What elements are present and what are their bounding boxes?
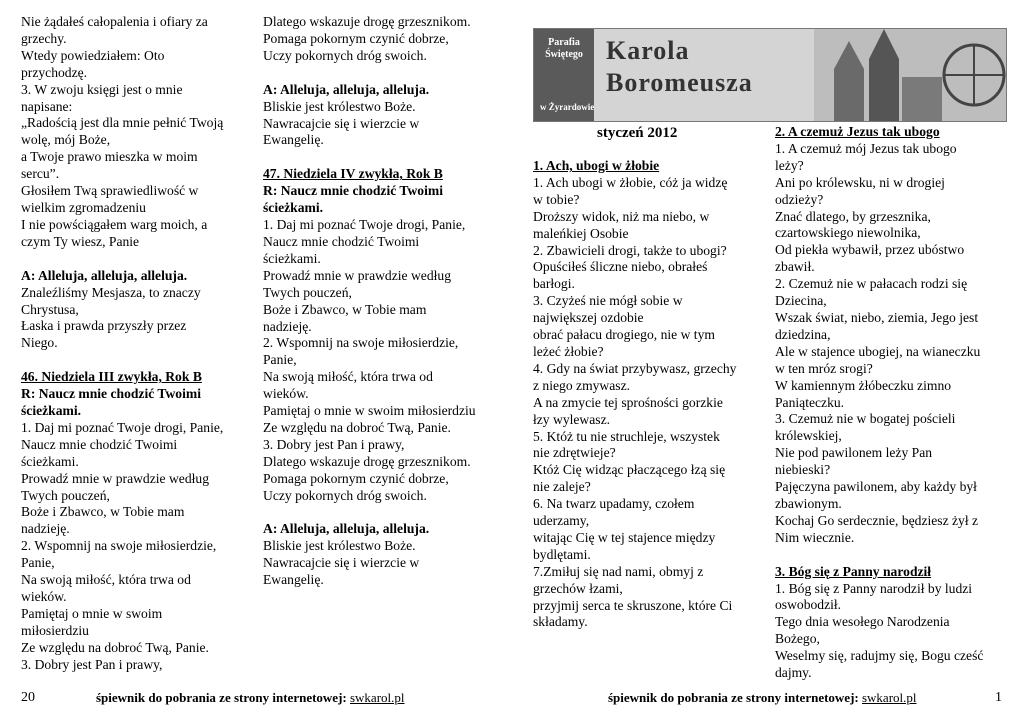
- text-line: nie zaleje?: [533, 479, 591, 495]
- text-line: Ale w stajence ubogiej, na wianeczku: [775, 343, 981, 359]
- text-line: 5. Któż tu nie struchleje, wszystek: [533, 428, 720, 444]
- text-line: zbawił.: [775, 259, 815, 275]
- text-line: Na swoją miłość, która trwa od: [21, 572, 191, 588]
- text-line: Łaska i prawda przyszły przez: [21, 318, 187, 334]
- banner-boromeusza-text: Boromeusza: [606, 68, 753, 97]
- banner-karola-text: Karola: [606, 36, 690, 65]
- text-line: uderzamy,: [533, 513, 590, 529]
- text-line: Nie żądałeś całopalenia i ofiary za: [21, 14, 208, 29]
- text-line: 2. Wspomnij na swoje miłosierdzie,: [263, 335, 459, 351]
- text-line: 7.Zmiłuj się nad nami, obmyj z: [533, 563, 704, 579]
- text-line: Wszak świat, niebo, ziemia, Jego jest: [775, 309, 979, 325]
- text-line: bydlętami.: [533, 546, 591, 562]
- left-page-column-2: [263, 14, 495, 589]
- refrain-line: A: Alleluja, alleluja, alleluja.: [263, 521, 430, 537]
- text-line: Naucz mnie chodzić Twoimi: [263, 233, 420, 249]
- section-heading: 47. Niedziela IV zwykła, Rok B: [263, 166, 443, 182]
- text-line: niebieski?: [775, 462, 831, 478]
- text-line: 2. Zbawicieli drogi, także to ubogi?: [533, 242, 727, 258]
- banner-parafia-text: Parafia Świętego: [545, 37, 583, 60]
- text-line: nie zdrętwieje?: [533, 445, 616, 461]
- text-line: Pamiętaj o mnie w swoim miłosierdziu: [263, 403, 476, 419]
- refrain-line: ścieżkami.: [263, 200, 324, 216]
- text-line: Twych pouczeń,: [21, 487, 110, 503]
- left-page-column-1: [21, 14, 243, 674]
- text-line: 1. Daj mi poznać Twoje drogi, Panie,: [263, 217, 466, 233]
- text-line: sercu”.: [21, 166, 60, 182]
- text-line: Tego dnia wesołego Narodzenia: [775, 614, 950, 630]
- text-line: zbawionym.: [775, 495, 842, 511]
- text-line: Opuściłeś śliczne niebo, obrałeś: [533, 259, 708, 275]
- text-line: Kochaj Go serdecznie, będziesz żył z: [775, 512, 979, 528]
- text-line: Pajęczyna pawilonem, aby każdy był: [775, 479, 977, 495]
- text-line: 3. Czemuż nie w bogatej pościeli: [775, 411, 956, 427]
- text-line: Od piekła wybawił, przez ubóstwo: [775, 242, 965, 258]
- footer-right: [608, 690, 917, 707]
- text-line: przyjmij serca te skruszone, które Ci: [533, 597, 733, 613]
- text-line: miłosierdziu: [21, 622, 89, 638]
- text-line: ścieżkami.: [263, 250, 321, 266]
- blank-line: [263, 149, 495, 166]
- text-line: Bożego,: [775, 631, 820, 647]
- text-line: królewskiej,: [775, 428, 842, 444]
- text-line: wieków.: [21, 589, 67, 604]
- text-line: Nawracajcie się i wierzcie w: [263, 555, 420, 571]
- text-line: Panie,: [263, 352, 297, 368]
- text-line: 1. Bóg się z Panny narodził by ludzi: [775, 580, 973, 596]
- refrain-line: A: Alleluja, alleluja, alleluja.: [263, 81, 430, 97]
- text-line: 2. Wspomnij na swoje miłosierdzie,: [21, 538, 217, 554]
- footer-left-link[interactable]: swkarol.pl: [349, 690, 405, 705]
- section-heading: 1. Ach, ubogi w żłobie: [533, 158, 660, 173]
- text-line: wieków.: [263, 386, 309, 402]
- text-line: ścieżkami.: [21, 453, 79, 469]
- text-line: Bliskie jest królestwo Boże.: [263, 538, 416, 554]
- text-line: a Twoje prawo mieszka w moim: [21, 149, 198, 165]
- text-line: Wtedy powiedziałem: Oto: [21, 47, 165, 63]
- text-line: Pomaga pokornym czynić dobrze,: [263, 470, 449, 486]
- right-page-column-1: [533, 158, 763, 631]
- text-line: leży?: [775, 157, 804, 173]
- text-line: Któż Cię widząc płaczącego łzą się: [533, 462, 726, 478]
- text-line: 1. A czemuż mój Jezus tak ubogo: [775, 140, 957, 156]
- refrain-line: R: Naucz mnie chodzić Twoimi: [263, 183, 443, 199]
- page-number-left: 20: [21, 690, 35, 705]
- text-line: składamy.: [533, 614, 588, 630]
- footer-right-link[interactable]: swkarol.pl: [861, 690, 917, 705]
- page-number-right: 1: [995, 690, 1002, 705]
- text-line: w tobie?: [533, 191, 580, 207]
- text-line: 3. Dobry jest Pan i prawy,: [263, 436, 405, 452]
- text-line: Na swoją miłość, która trwa od: [263, 369, 433, 385]
- blank-line: [263, 65, 495, 82]
- text-line: dziedzina,: [775, 326, 831, 342]
- text-line: Głosiłem Twą sprawiedliwość w: [21, 183, 199, 199]
- text-line: czartowskiego niewolnika,: [775, 225, 921, 241]
- text-line: 1. Ach ubogi w żłobie, cóż ja widzę: [533, 174, 728, 190]
- text-line: odzieży?: [775, 191, 824, 207]
- section-heading: 3. Bóg się z Panny narodził: [775, 563, 932, 579]
- text-line: Naucz mnie chodzić Twoimi: [21, 436, 178, 452]
- text-line: nadzieję.: [263, 318, 312, 334]
- text-line: Dlatego wskazuje drogę grzesznikom.: [263, 14, 471, 29]
- text-line: Ani po królewsku, ni w drogiej: [775, 174, 945, 190]
- text-line: Prowadź mnie w prawdzie według: [263, 267, 451, 283]
- text-line: napisane:: [21, 98, 73, 114]
- text-line: z niego zmywasz.: [533, 377, 631, 393]
- text-line: Uczy pokornych dróg swoich.: [263, 47, 427, 63]
- text-line: Chrystusa,: [21, 301, 79, 317]
- text-line: „Radością jest dla mnie pełnić Twoją: [21, 115, 224, 131]
- text-line: Panie,: [21, 555, 55, 571]
- text-line: Paniąteczku.: [775, 394, 845, 410]
- text-line: maleńkiej Osobie: [533, 225, 629, 241]
- text-line: leżeć żłobie?: [533, 343, 604, 359]
- text-line: Ze względu na dobroć Twą, Panie.: [263, 419, 451, 435]
- text-line: Pamiętaj o mnie w swoim: [21, 605, 163, 621]
- text-line: czym Ty wiesz, Panie: [21, 233, 140, 249]
- text-line: wielkim zgromadzeniu: [21, 199, 146, 215]
- text-line: Droższy widok, niż ma niebo, w: [533, 208, 710, 224]
- text-line: Nie pod pawilonem leży Pan: [775, 445, 933, 461]
- text-line: Boże i Zbawco, w Tobie mam: [263, 301, 427, 317]
- blank-line: [263, 504, 495, 521]
- text-line: wolę, mój Boże,: [21, 132, 111, 148]
- text-line: dajmy.: [775, 665, 812, 681]
- right-page-column-2: [775, 124, 1000, 682]
- blank-line: [21, 352, 243, 369]
- text-line: Ewangelię.: [263, 132, 324, 148]
- footer-right-text: śpiewnik do pobrania ze strony internetowej:: [608, 690, 859, 705]
- text-line: I nie powściągałem warg moich, a: [21, 216, 208, 232]
- text-line: Nim wiecznie.: [775, 529, 855, 545]
- text-line: W kamiennym żłóbeczku zimno: [775, 377, 952, 393]
- text-line: oswobodził.: [775, 597, 842, 613]
- text-line: łzy wylewasz.: [533, 411, 611, 427]
- blank-line: [775, 547, 1000, 564]
- text-line: Boże i Zbawco, w Tobie mam: [21, 504, 185, 520]
- text-line: Dlatego wskazuje drogę grzesznikom.: [263, 453, 471, 469]
- text-line: Znać dlatego, by grzesznika,: [775, 208, 931, 224]
- text-line: 1. Daj mi poznać Twoje drogi, Panie,: [21, 419, 224, 435]
- text-line: Prowadź mnie w prawdzie według: [21, 470, 209, 486]
- section-heading: 46. Niedziela III zwykła, Rok B: [21, 369, 202, 385]
- text-line: Znaleźliśmy Mesjasza, to znaczy: [21, 284, 201, 300]
- text-line: Uczy pokornych dróg swoich.: [263, 487, 427, 503]
- church-illustration-icon: [814, 29, 1006, 121]
- text-line: 3. Dobry jest Pan i prawy,: [21, 656, 163, 672]
- text-line: 4. Gdy na świat przybywasz, grzechy: [533, 360, 737, 376]
- text-line: obrać pałacu drogiego, nie w tym: [533, 327, 715, 343]
- text-line: grzechów łzami,: [533, 580, 623, 596]
- text-line: nadzieję.: [21, 521, 70, 537]
- refrain-line: ścieżkami.: [21, 403, 82, 419]
- date-heading: styczeń 2012: [597, 125, 678, 141]
- text-line: A na zmycie tej sprośności gorzkie: [533, 394, 723, 410]
- text-line: grzechy.: [21, 30, 67, 46]
- text-line: Twych pouczeń,: [263, 284, 352, 300]
- refrain-line: R: Naucz mnie chodzić Twoimi: [21, 386, 201, 402]
- text-line: Weselmy się, radujmy się, Bogu cześć: [775, 648, 984, 664]
- text-line: Pomaga pokornym czynić dobrze,: [263, 30, 449, 46]
- section-heading: 2. A czemuż Jezus tak ubogo: [775, 124, 940, 139]
- text-line: Bliskie jest królestwo Boże.: [263, 98, 416, 114]
- parish-banner: [533, 28, 1007, 122]
- blank-line: [21, 251, 243, 268]
- text-line: Ze względu na dobroć Twą, Panie.: [21, 639, 209, 655]
- text-line: Nawracajcie się i wierzcie w: [263, 115, 420, 131]
- banner-location-text: w Żyrardowie: [540, 102, 595, 112]
- text-line: 6. Na twarz upadamy, czołem: [533, 496, 695, 512]
- text-line: witając Cię w tej stajence między: [533, 529, 716, 545]
- text-line: 3. Czyżeś nie mógł sobie w: [533, 293, 683, 309]
- text-line: barłogi.: [533, 276, 575, 292]
- refrain-line: A: Alleluja, alleluja, alleluja.: [21, 267, 188, 283]
- text-line: Ewangelię.: [263, 572, 324, 588]
- text-line: Niego.: [21, 335, 58, 351]
- text-line: największej ozdobie: [533, 310, 644, 326]
- text-line: przychodzę.: [21, 64, 88, 80]
- text-line: 2. Czemuż nie w pałacach rodzi się: [775, 276, 968, 292]
- footer-left: [96, 690, 405, 707]
- text-line: Dziecina,: [775, 293, 827, 309]
- text-line: 3. W zwoju księgi jest o mnie: [21, 81, 183, 97]
- text-line: w ten mróz srogi?: [775, 360, 873, 376]
- footer-left-text: śpiewnik do pobrania ze strony internetowej:: [96, 690, 347, 705]
